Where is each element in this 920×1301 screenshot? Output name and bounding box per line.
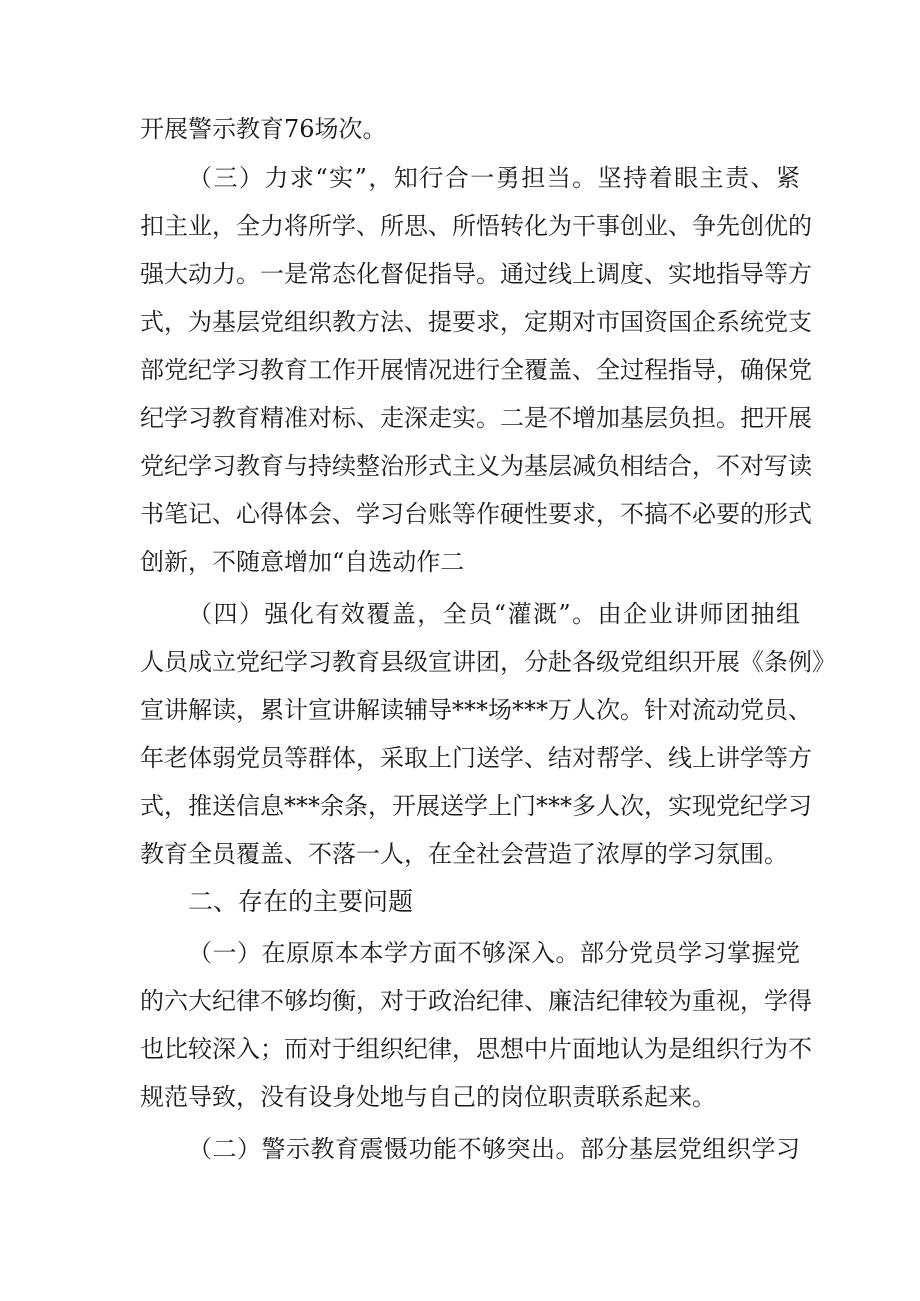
paragraph-line: 的六大纪律不够均衡，对于政治纪律、廉洁纪律较为重视，学得 <box>140 987 812 1015</box>
paragraph-line: 部党纪学习教育工作开展情况进行全覆盖、全过程指导，确保党 <box>140 356 812 384</box>
paragraph-line: 人员成立党纪学习教育县级宣讲团，分赴各级党组织开展《条例》 <box>140 648 836 676</box>
paragraph-line: （四）强化有效覆盖，全员“灌溉”。由企业讲师团抽组 <box>188 600 800 628</box>
paragraph-line: （二）警示教育震慑功能不够突出。部分基层党组织学习 <box>188 1135 800 1163</box>
paragraph-line: 开展警示教育76场次。 <box>140 115 387 143</box>
paragraph-line: 纪学习教育精准对标、走深走实。二是不增加基层负担。把开展 <box>140 404 812 432</box>
paragraph-line: 书笔记、心得体会、学习台账等作硬性要求，不搞不必要的形式 <box>140 500 812 528</box>
paragraph-line: 强大动力。一是常态化督促指导。通过线上调度、实地指导等方 <box>140 260 812 288</box>
paragraph-line: 扣主业，全力将所学、所思、所悟转化为干事创业、争先创优的 <box>140 212 812 240</box>
paragraph-line: 式，推送信息***余条，开展送学上门***多人次，实现党纪学习 <box>140 792 812 820</box>
paragraph-line: （一）在原原本本学方面不够深入。部分党员学习掌握党 <box>188 939 800 967</box>
section-heading: 二、存在的主要问题 <box>188 887 414 916</box>
paragraph-line: 教育全员覆盖、不落一人，在全社会营造了浓厚的学习氛围。 <box>140 840 788 868</box>
paragraph-line: （三）力求“实”，知行合一勇担当。坚持着眼主责、紧 <box>188 164 800 192</box>
paragraph-line: 党纪学习教育与持续整治形式主义为基层减负相结合，不对写读 <box>140 452 812 480</box>
paragraph-line: 年老体弱党员等群体，采取上门送学、结对帮学、线上讲学等方 <box>140 744 812 772</box>
paragraph-line: 创新，不随意增加“自选动作二 <box>140 548 465 576</box>
paragraph-line: 规范导致，没有设身处地与自己的岗位职责联系起来。 <box>140 1083 716 1111</box>
paragraph-line: 宣讲解读，累计宣讲解读辅导***场***万人次。针对流动党员、 <box>140 696 812 724</box>
paragraph-line: 也比较深入；而对于组织纪律，思想中片面地认为是组织行为不 <box>140 1035 812 1063</box>
paragraph-line: 式，为基层党组织教方法、提要求，定期对市国资国企系统党支 <box>140 308 812 336</box>
